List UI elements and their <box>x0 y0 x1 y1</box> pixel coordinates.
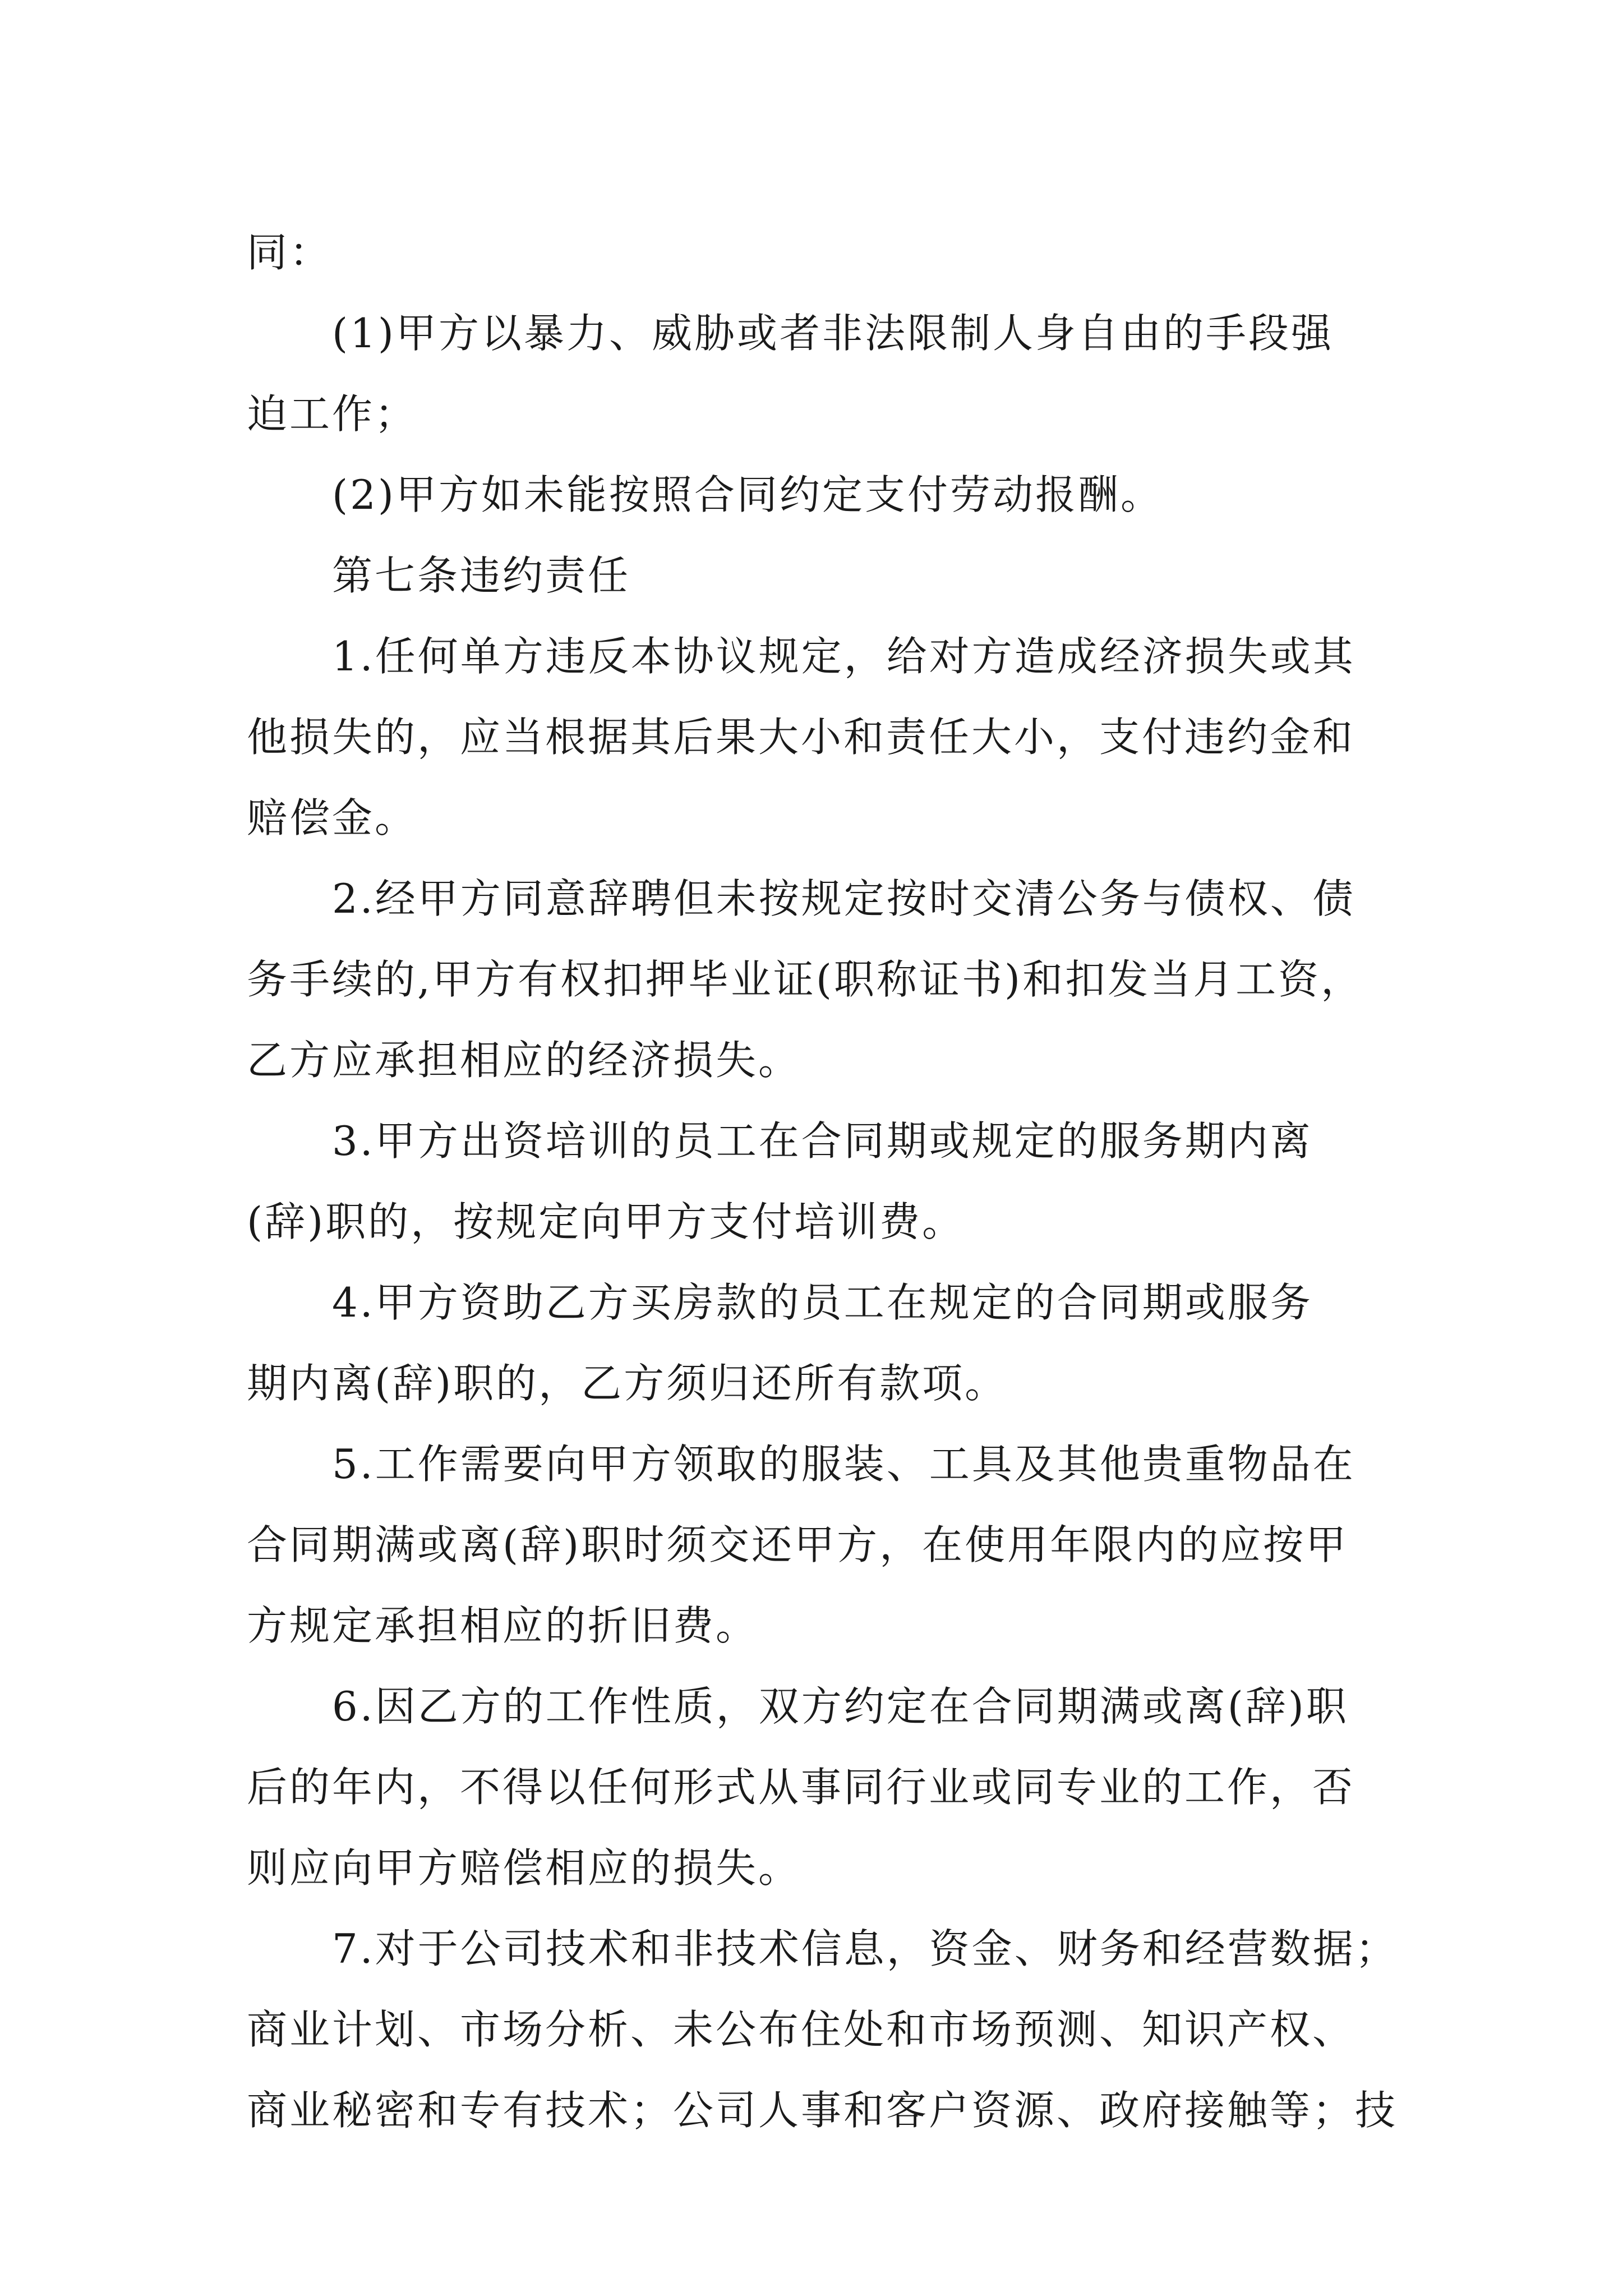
text-line: 务手续的,甲方有权扣押毕业证(职称证书)和扣发当月工资， <box>247 956 1364 1003</box>
text-line: 1.任何单方违反本协议规定，给对方造成经济损失或其 <box>332 633 1355 680</box>
text-line: 他损失的，应当根据其后果大小和责任大小，支付违约金和 <box>247 714 1355 761</box>
text-line: 7.对于公司技术和非技术信息，资金、财务和经营数据； <box>332 1925 1398 1972</box>
text-line: 赔偿金。 <box>247 794 418 841</box>
text-line: 期内离(辞)职的，乙方须归还所有款项。 <box>247 1360 1008 1407</box>
text-line: 合同期满或离(辞)职时须交还甲方，在使用年限内的应按甲 <box>247 1521 1349 1568</box>
text-line: 6.因乙方的工作性质，双方约定在合同期满或离(辞)职 <box>332 1683 1349 1730</box>
text-line: (辞)职的，按规定向甲方支付培训费。 <box>247 1198 965 1245</box>
section-heading: 第七条违约责任 <box>332 552 631 599</box>
text-line: 同： <box>247 229 333 276</box>
text-line: 方规定承担相应的折旧费。 <box>247 1602 759 1649</box>
text-line: (2)甲方如未能按照合同约定支付劳动报酬。 <box>332 471 1163 518</box>
text-line: 3.甲方出资培训的员工在合同期或规定的服务期内离 <box>332 1117 1313 1165</box>
text-line: 2.经甲方同意辞聘但未按规定按时交清公务与债权、债 <box>332 875 1355 922</box>
text-line: 后的年内，不得以任何形式从事同行业或同专业的工作，否 <box>247 1764 1355 1811</box>
text-line: 商业计划、市场分析、未公布住处和市场预测、知识产权、 <box>247 2006 1355 2053</box>
text-line: 5.工作需要向甲方领取的服装、工具及其他贵重物品在 <box>332 1441 1355 1488</box>
text-line: 4.甲方资助乙方买房款的员工在规定的合同期或服务 <box>332 1279 1313 1326</box>
text-line: (1)甲方以暴力、威胁或者非法限制人身自由的手段强 <box>332 310 1334 357</box>
document-body <box>247 212 1398 2151</box>
text-line: 则应向甲方赔偿相应的损失。 <box>247 1844 801 1892</box>
text-line: 迫工作； <box>247 390 418 438</box>
text-line: 商业秘密和专有技术；公司人事和客户资源、政府接触等；技 <box>247 2087 1398 2134</box>
text-line: 乙方应承担相应的经济损失。 <box>247 1037 801 1084</box>
